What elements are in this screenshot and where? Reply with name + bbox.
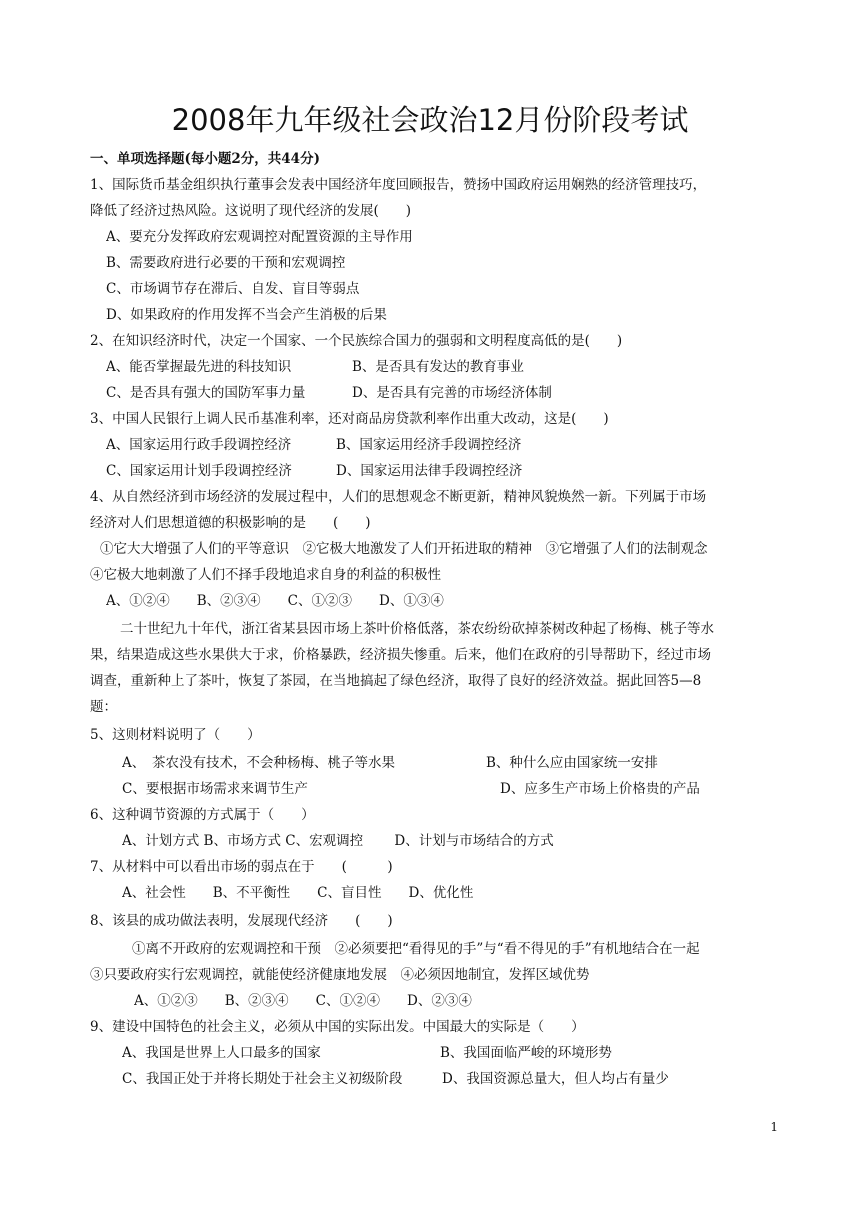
q9-option-b: B、我国面临严峻的环境形势 [440,1045,612,1061]
page-number: 1 [770,1120,778,1134]
passage-line2: 果，结果造成这些水果供大于求，价格暴跌，经济损失惨重。后来，他们在政府的引导帮助下，经过市场 [90,647,711,663]
q2-option-c: C、是否具有强大的国防军事力量 [106,385,306,401]
q5-option-c: C、要根据市场需求来调节生产 [122,781,308,797]
q5-option-d: D、应多生产市场上价格贵的产品 [500,781,700,797]
q3-options-row1 [106,436,780,454]
q1-option-a: A、要充分发挥政府宏观调控对配置资源的主导作用 [106,229,413,245]
q8-stem: 8、该县的成功做法表明，发展现代经济 ( ) [90,913,393,929]
q1-option-d: D、如果政府的作用发挥不当会产生消极的后果 [106,307,387,323]
q2-stem: 2、在知识经济时代，决定一个国家、一个民族综合国力的强弱和文明程度高低的是( ) [90,333,623,349]
q1-stem-line2: 降低了经济过热风险。这说明了现代经济的发展( ) [90,203,412,219]
q9-stem: 9、建设中国特色的社会主义，必须从中国的实际出发。中国最大的实际是（ ） [90,1019,585,1035]
q5-options-row1 [122,754,780,772]
q9-options-row2 [122,1070,780,1088]
q3-option-b: B、国家运用经济手段调控经济 [336,437,522,453]
q7-options: A、社会性 B、不平衡性 C、盲目性 D、优化性 [122,885,474,901]
q8-statement-line2: ③只要政府实行宏观调控，就能使经济健康地发展 ④必须因地制宜，发挥区域优势 [90,967,590,983]
q3-option-c: C、国家运用计划手段调控经济 [106,463,292,479]
q3-option-a: A、国家运用行政手段调控经济 [106,437,292,453]
q3-stem: 3、中国人民银行上调人民币基准利率，还对商品房贷款利率作出重大改动，这是( ) [90,411,609,427]
q4-statement-line1: ①它大大增强了人们的平等意识 ②它极大地激发了人们开拓进取的精神 ③它增强了人们的法制观念 [100,541,708,557]
q2-options-row2 [106,384,780,402]
q6-stem: 6、这种调节资源的方式属于（ ） [90,807,315,823]
q9-option-d: D、我国资源总量大，但人均占有量少 [442,1071,669,1087]
q2-options-row1 [106,358,780,376]
q9-options-row1 [122,1044,780,1062]
q4-options: A、①②④ B、②③④ C、①②③ D、①③④ [106,593,444,609]
q1-stem-line1: 1、国际货币基金组织执行董事会发表中国经济年度回顾报告，赞扬中国政府运用娴熟的经济管理技巧， [90,177,707,193]
q9-option-a: A、我国是世界上人口最多的国家 [122,1045,321,1061]
q3-options-row2 [106,462,780,480]
passage-line4: 题： [90,699,117,715]
q5-option-b: B、种什么应由国家统一安排 [486,755,658,771]
passage-line1: 二十世纪九十年代，浙江省某县因市场上茶叶价格低落，茶农纷纷砍掉茶树改种起了杨梅、桃子等水 [120,621,714,637]
q4-stem-line2: 经济对人们思想道德的积极影响的是 ( ) [90,515,371,531]
q6-options: A、计划方式 B、市场方式 C、宏观调控 D、计划与市场结合的方式 [122,833,554,849]
q2-option-a: A、能否掌握最先进的科技知识 [106,359,292,375]
q2-option-b: B、是否具有发达的教育事业 [352,359,524,375]
q4-stem-line1: 4、从自然经济到市场经济的发展过程中，人们的思想观念不断更新，精神风貌焕然一新。下列属于市场 [90,489,707,505]
q7-stem: 7、从材料中可以看出市场的弱点在于 ( ) [90,859,393,875]
q1-option-b: B、需要政府进行必要的干预和宏观调控 [106,255,346,271]
q9-option-c: C、我国正处于并将长期处于社会主义初级阶段 [122,1071,403,1087]
passage-line3: 调查，重新种上了茶叶，恢复了茶园，在当地搞起了绿色经济，取得了良好的经济效益。据此回答5—8 [90,673,702,689]
q5-options-row2 [122,780,780,798]
q1-option-c: C、市场调节存在滞后、自发、盲目等弱点 [106,281,360,297]
section-heading: 一、单项选择题(每小题2分，共44分) [90,151,320,167]
q5-option-a: A、 茶农没有技术，不会种杨梅、桃子等水果 [122,755,395,771]
q5-stem: 5、这则材料说明了（ ） [90,727,261,743]
q8-options: A、①②③ B、②③④ C、①②④ D、②③④ [134,993,472,1009]
q4-statement-line2: ④它极大地刺激了人们不择手段地追求自身的利益的积极性 [90,567,441,583]
page-title: 2008年九年级社会政治12月份阶段考试 [171,103,689,137]
q2-option-d: D、是否具有完善的市场经济体制 [352,385,552,401]
q8-statement-line1: ①离不开政府的宏观调控和干预 ②必须要把“看得见的手”与“看不得见的手”有机地结合在一起 [132,941,700,957]
q3-option-d: D、国家运用法律手段调控经济 [336,463,523,479]
